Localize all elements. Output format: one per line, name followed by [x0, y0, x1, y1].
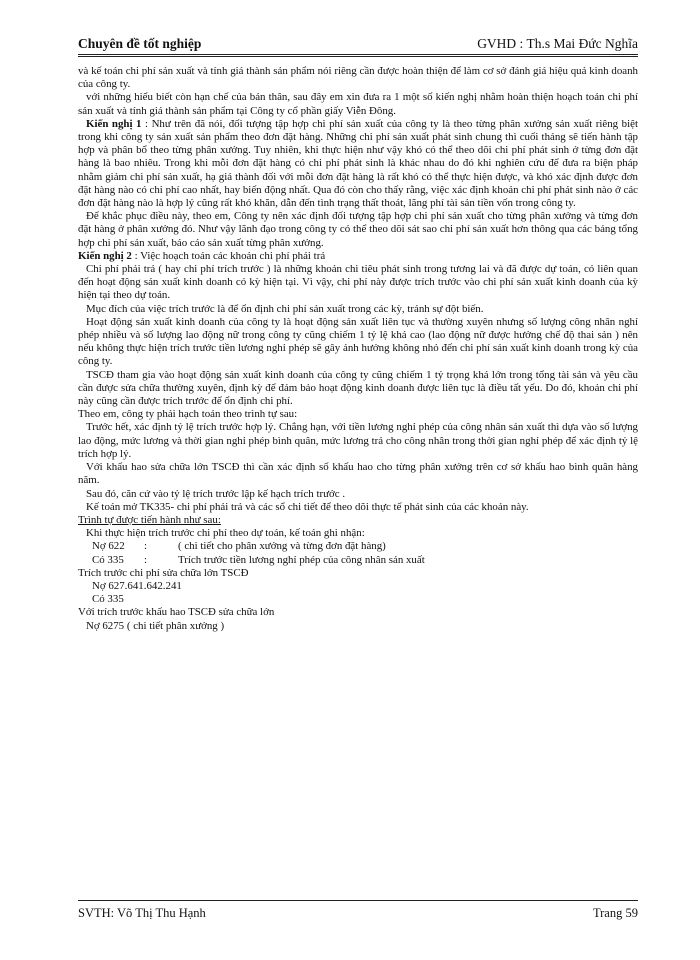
- entry-description: ( chi tiết cho phân xưởng và từng đơn đặt hàng): [178, 540, 386, 553]
- paragraph: Kế toán mở TK335- chi phí phải trả và các sổ chi tiết để theo dõi thực tế phát sinh của các khoản này.: [86, 500, 529, 513]
- credit-account: Có 335: [92, 553, 124, 566]
- label-colon: :: [131, 249, 141, 262]
- document-page: [78, 36, 638, 633]
- entry-line: Nợ 627.641.642.241: [92, 579, 182, 592]
- recommendation-2-label: Kiến nghị 2: [78, 249, 132, 262]
- paragraph: Theo em, công ty phải hạch toán theo trình tự sau:: [78, 408, 298, 421]
- entry-line: Có 335: [92, 593, 124, 606]
- label-colon: :: [141, 117, 152, 130]
- paragraph: Việc hoạch toán các khoản chi phí phải trả: [140, 249, 326, 262]
- journal-entry-credit: [78, 554, 638, 567]
- paragraph: Hoạt động sản xuất kinh doanh của công ty là hoạt động sản xuất liên tục và thường xuyên nhưng số lượng công nhân nghỉ phép nhiều và số lượng lao động nữ trong công ty cũng chiếm 1 tỷ lệ khá cao (lao động nữ được hưởng chế độ thai sản ) nên nếu không thực hiện trích trước tiền lương nghỉ phép sẽ gây ảnh hưởng không nhỏ đến chi phí sản xuất kinh doanh trong kỳ của công ty.: [78, 315, 638, 368]
- journal-entry-debit: [78, 540, 638, 553]
- header-advisor: GVHD : Th.s Mai Đức Nghĩa: [477, 36, 638, 51]
- recommendation-1: [78, 118, 638, 210]
- paragraph: Để khắc phục điều này, theo em, Công ty nên xác định đối tượng tập hợp chi phí sản xuất cho từng phân xưởng và từng đơn đặt hàng ở phân xưởng đó. Như vậy lãnh đạo trong công ty có thể theo dõi sát sao chi phí sản xuất hơn thông qua các bảng tổng hợp chi phí sản xuất, báo cáo sản xuất từng phân xưởng.: [78, 210, 638, 249]
- paragraph: Chi phí phải trả ( hay chi phí trích trước ) là những khoản chi tiêu phát sinh trong tương lai và đã được dự toán, có liên quan đến hoạt động sản xuất kinh doanh có kỳ hiện tại. Vì vậy, chi phí này được trích trước vào chi phí sản xuất kinh doanh của kỳ hiện tại theo dự toán.: [78, 263, 638, 302]
- paragraph: TSCĐ tham gia vào hoạt động sản xuất kinh doanh của công ty cũng chiếm 1 tỷ trọng khá lớn trong tổng tài sản và yêu cầu cần được sửa chữa thường xuyên, định kỳ để đảm bảo hoạt động kinh doanh được liên tục là điều tất yếu. Do đó, khoản chi phí này cũng cần được trích trước để ổn định chi phí.: [78, 368, 638, 408]
- entry-line: Với trích trước khấu hao TSCĐ sửa chữa lớn: [78, 606, 275, 619]
- entry-description: Trích trước tiền lương nghỉ phép của công nhân sản xuất: [178, 553, 425, 566]
- paragraph: Trước hết, xác định tỷ lệ trích trước hợp lý. Chẳng hạn, với tiền lương nghỉ phép của công nhân sản xuất thì dựa vào số lượng lao động, mức lương và thời gian nghỉ phép bình quân, mức lương trả cho công nhân trong thời gian nghỉ phép để xác định tỷ lệ trích hợp lý.: [78, 421, 638, 460]
- paragraph: Khi thực hiện trích trước chi phí theo dự toán, kế toán ghi nhận:: [86, 527, 365, 540]
- recommendation-1-label: Kiến nghị 1: [86, 117, 142, 130]
- debit-account: Nợ 622: [92, 540, 125, 553]
- paragraph: và kế toán chi phí sản xuất và tính giá thành sản phẩm nói riêng cần được hoàn thiện để làm cơ sở đánh giá hiệu quả kinh doanh của công ty.: [78, 65, 638, 91]
- paragraph: Mục đích của việc trích trước là để ổn định chi phí sản xuất trong các kỳ, tránh sự đột biến.: [86, 302, 484, 315]
- paragraph: Với khấu hao sửa chữa lớn TSCĐ thì cần xác định số khấu hao cho từng phân xưởng trên cơ sở khấu hao bình quân hàng năm.: [78, 461, 638, 487]
- document-body: [78, 65, 638, 633]
- entry-colon: :: [144, 553, 148, 566]
- page-header: [78, 36, 638, 57]
- entry-colon: :: [144, 540, 148, 553]
- entry-line: Nợ 6275 ( chi tiết phân xưởng ): [86, 619, 225, 632]
- procedure-heading: Trình tự được tiến hành như sau:: [78, 513, 221, 526]
- page-number: Trang 59: [592, 906, 638, 920]
- paragraph: với những hiểu biết còn hạn chế của bản thân, sau đây em xin đưa ra 1 một số kiến nghị nhằm hoàn thiện hoạch toán chi phí sản xuất và tính giá thành sản phẩm tại Công ty cổ phần giấy Viễn Đông.: [78, 91, 638, 117]
- page-footer: [78, 900, 638, 921]
- paragraph: Như trên đã nói, đối tượng tập hợp chi phí sản xuất của công ty là theo từng phân xưởng sản xuất riêng biệt trong khi công ty sản xuất sản phẩm theo đơn đặt hàng. Những chi phí sản xuất phát sinh chung thì cuối tháng sẽ tiến hành tập hợp và phân bổ theo từng phân xưởng. Tuy nhiên, khi thực hiện như vậy khó có thể theo dõi chi phí phát sinh ở từng đơn đặt hàng là bao nhiêu. Trong khi mỗi đơn đặt hàng có chi phí phát sinh là khác nhau do đó khi nghiên cứu để đưa ra biện pháp nhằm giảm chi phí sản xuất, hạ giá thành đối với mỗi đơn đặt hàng là rất khó có thể thực hiện được, và khó xác định được đơn đặt hàng nào có chi phí cao nhất, hay biến động nhất. Qua đó còn cho thấy rằng, việc xác định khoản chi phí phát sinh nào ở các đơn đặt hàng nào là hợp lý cũng rất khó khăn, dẫn đến tình trạng thất thoát, lãng phí tài sản tiền vốn trong công ty.: [78, 117, 638, 210]
- footer-author: SVTH: Võ Thị Thu Hạnh: [78, 906, 206, 920]
- recommendation-2: [78, 250, 638, 263]
- paragraph: Sau đó, căn cứ vào tỷ lệ trích trước lập kế hạch trích trước .: [86, 487, 346, 500]
- header-title: Chuyên đề tốt nghiệp: [78, 36, 202, 51]
- entry-line: Trích trước chi phí sửa chữa lớn TSCĐ: [78, 566, 249, 579]
